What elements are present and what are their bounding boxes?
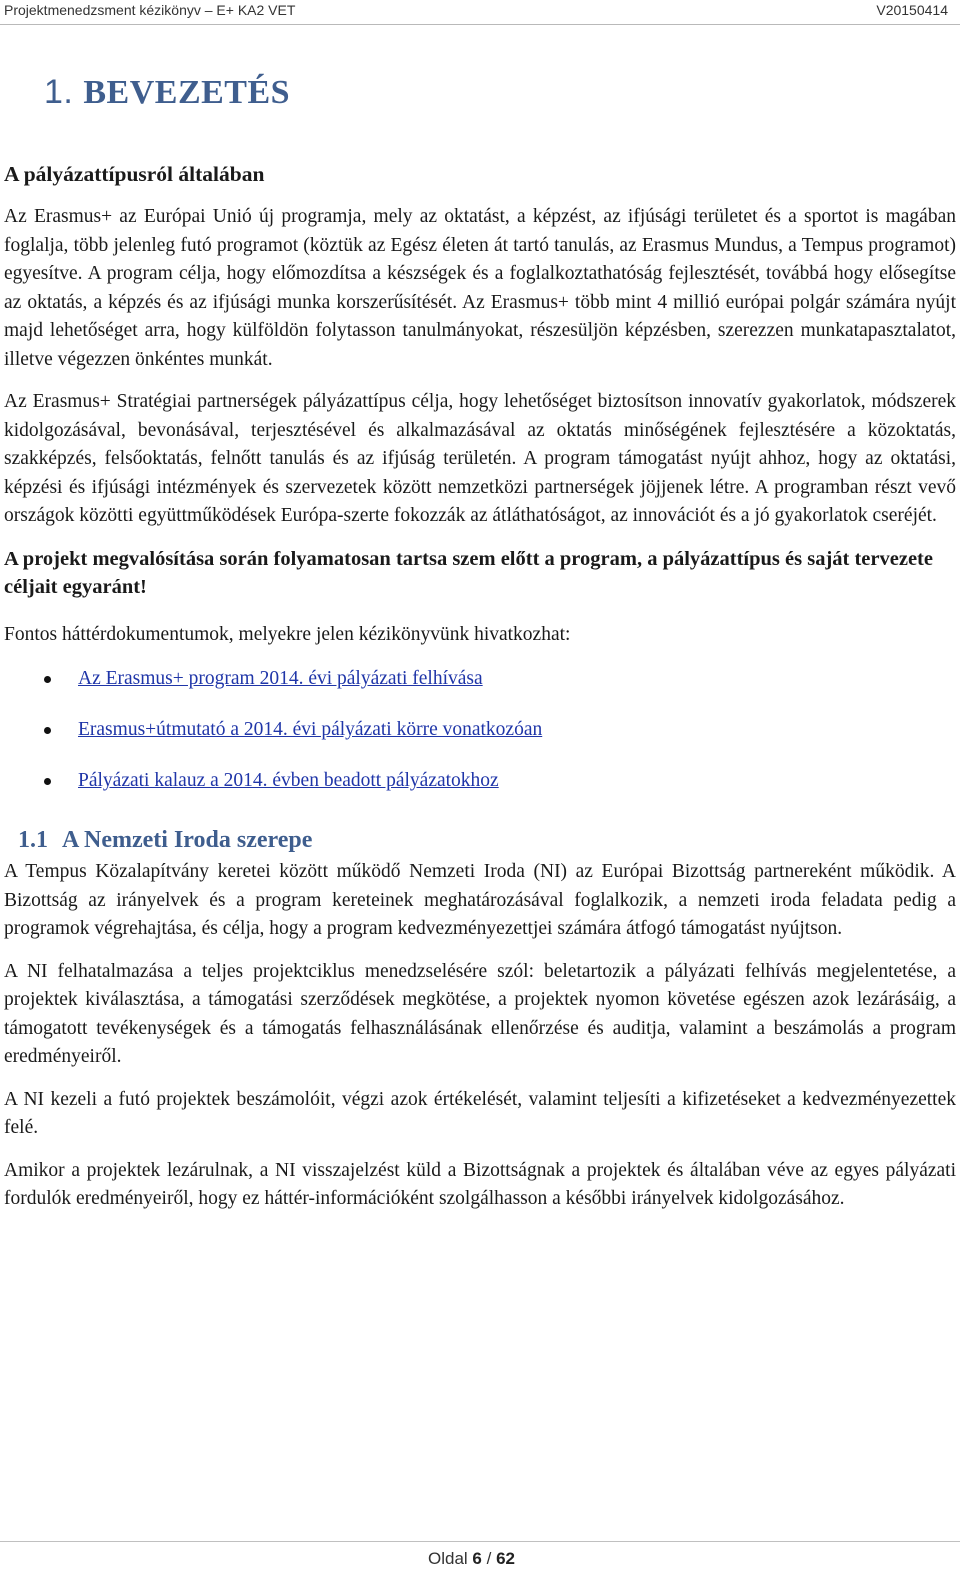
section-number: 1.1 (18, 827, 48, 853)
bold-statement: A projekt megvalósítása során folyamatosan tartsa szem előtt a program, a pályázattípus és saját tervezete céljait egyaránt! (4, 547, 933, 598)
chapter-heading (44, 70, 956, 115)
total-pages: 62 (496, 1549, 516, 1568)
links-intro: Fontos háttérdokumentumok, melyekre jelen kézikönyvünk hivatkozhat: (4, 623, 571, 645)
paragraph: Az Erasmus+ Stratégiai partnerségek pályázattípus célja, hogy lehetőséget biztosítson innovatív gyakorlatok, módszerek kidolgozásával, bevonásával, terjesztésével és alkalmazásával az oktatás minőségének fejlesztésére a közoktatás, szakképzés, felsőoktatás, felnőtt tanulás és az ifjúság területén. A program támogatást nyújt ahhoz, hogy az oktatási, képzési és ifjúsági intézmények és szervezetek között nemzetközi partnerségek jöjjenek létre. A programban részt vevő országok közötti együttműködések Európa-szerte fokozzák az átláthatóságot, az innovációt és a jó gyakorlatok cseréjét. (4, 391, 956, 526)
paragraph: Az Erasmus+ az Európai Unió új programja, mely az oktatást, a képzést, az ifjúsági területet és a sportot is magában foglalja, több jelenleg futó programot (köztük az Egész életen át tartó tanulás, az Erasmus Mundus, a Tempus programot) egyesítve. A program célja, hogy előmozdítsa a készségek és a foglalkoztathatóság fejlesztését, továbbá hogy elősegítse az oktatás, a képzés és az ifjúsági munka korszerűsítését. Az Erasmus+ több mint 4 millió európai polgár számára nyújt majd lehetőséget arra, hogy külföldön folytasson tanulmányokat, részesüljön képzésben, szerezzen munkatapasztalatot, illetve végezzen önkéntes munkát. (4, 206, 956, 370)
list-item (4, 665, 956, 716)
link-call-for-proposals[interactable]: Az Erasmus+ program 2014. évi pályázati felhívása (78, 668, 483, 689)
header-version: V20150414 (876, 2, 948, 18)
paragraph: A Tempus Közalapítvány keretei között működő Nemzeti Iroda (NI) az Európai Bizottság partnereként működik. A Bizottság az irányelvek és a program kereteinek meghatározásával foglalkozik, a nemzeti iroda feladata pedig a programok végrehajtása, és célja, hogy a program kedvezményezettjei számára átfogó támogatást nyújtson. (4, 861, 956, 939)
document-links-list (4, 665, 956, 818)
paragraph: A NI kezeli a futó projektek beszámolóit, végzi azok értékelését, valamint teljesíti a kifizetéseket a kedvezményezettek felé. (4, 1088, 956, 1138)
list-item (4, 716, 956, 767)
document-body (4, 70, 956, 1228)
page-label: Oldal (428, 1549, 468, 1568)
paragraph: Amikor a projektek lezárulnak, a NI visszajelzést küld a Bizottságnak a projektek és általában véve az egyes pályázati fordulók eredményeiről, hogy ez háttér-információként szolgálhasson a későbbi irányelvek kidolgozásához. (4, 1159, 956, 1209)
current-page: 6 (472, 1549, 482, 1568)
section-heading (18, 824, 956, 856)
page-number (428, 1549, 515, 1569)
footer-divider (0, 1541, 960, 1542)
list-item (4, 767, 956, 818)
header-document-title: Projektmenedzsment kézikönyv – E+ KA2 VET (4, 2, 296, 18)
chapter-number: 1. (44, 73, 74, 111)
link-applicant-guide[interactable]: Pályázati kalauz a 2014. évben beadott pályázatokhoz (78, 770, 499, 791)
page-separator: / (486, 1549, 492, 1568)
bullet-icon (44, 727, 51, 734)
page-header (0, 0, 960, 25)
bullet-icon (44, 778, 51, 785)
paragraph: A NI felhatalmazása a teljes projektciklus menedzselésére szól: beletartozik a pályázati felhívás megjelentetése, a projektek kiválasztása, a támogatási szerződések megkötése, a projektek nyomon követése egészen azok lezárásáig, a támogatott tevékenységek és a támogatás felhasználásának ellenőrzése és auditja, valamint a beszámolás a program eredményeiről. (4, 960, 956, 1067)
bullet-icon (44, 676, 51, 683)
section-title: A Nemzeti Iroda szerepe (62, 827, 313, 853)
chapter-title: BEVEZETÉS (83, 74, 291, 111)
link-programme-guide[interactable]: Erasmus+útmutató a 2014. évi pályázati körre vonatkozóan (78, 719, 543, 740)
subheading: A pályázattípusról általában (4, 162, 265, 186)
